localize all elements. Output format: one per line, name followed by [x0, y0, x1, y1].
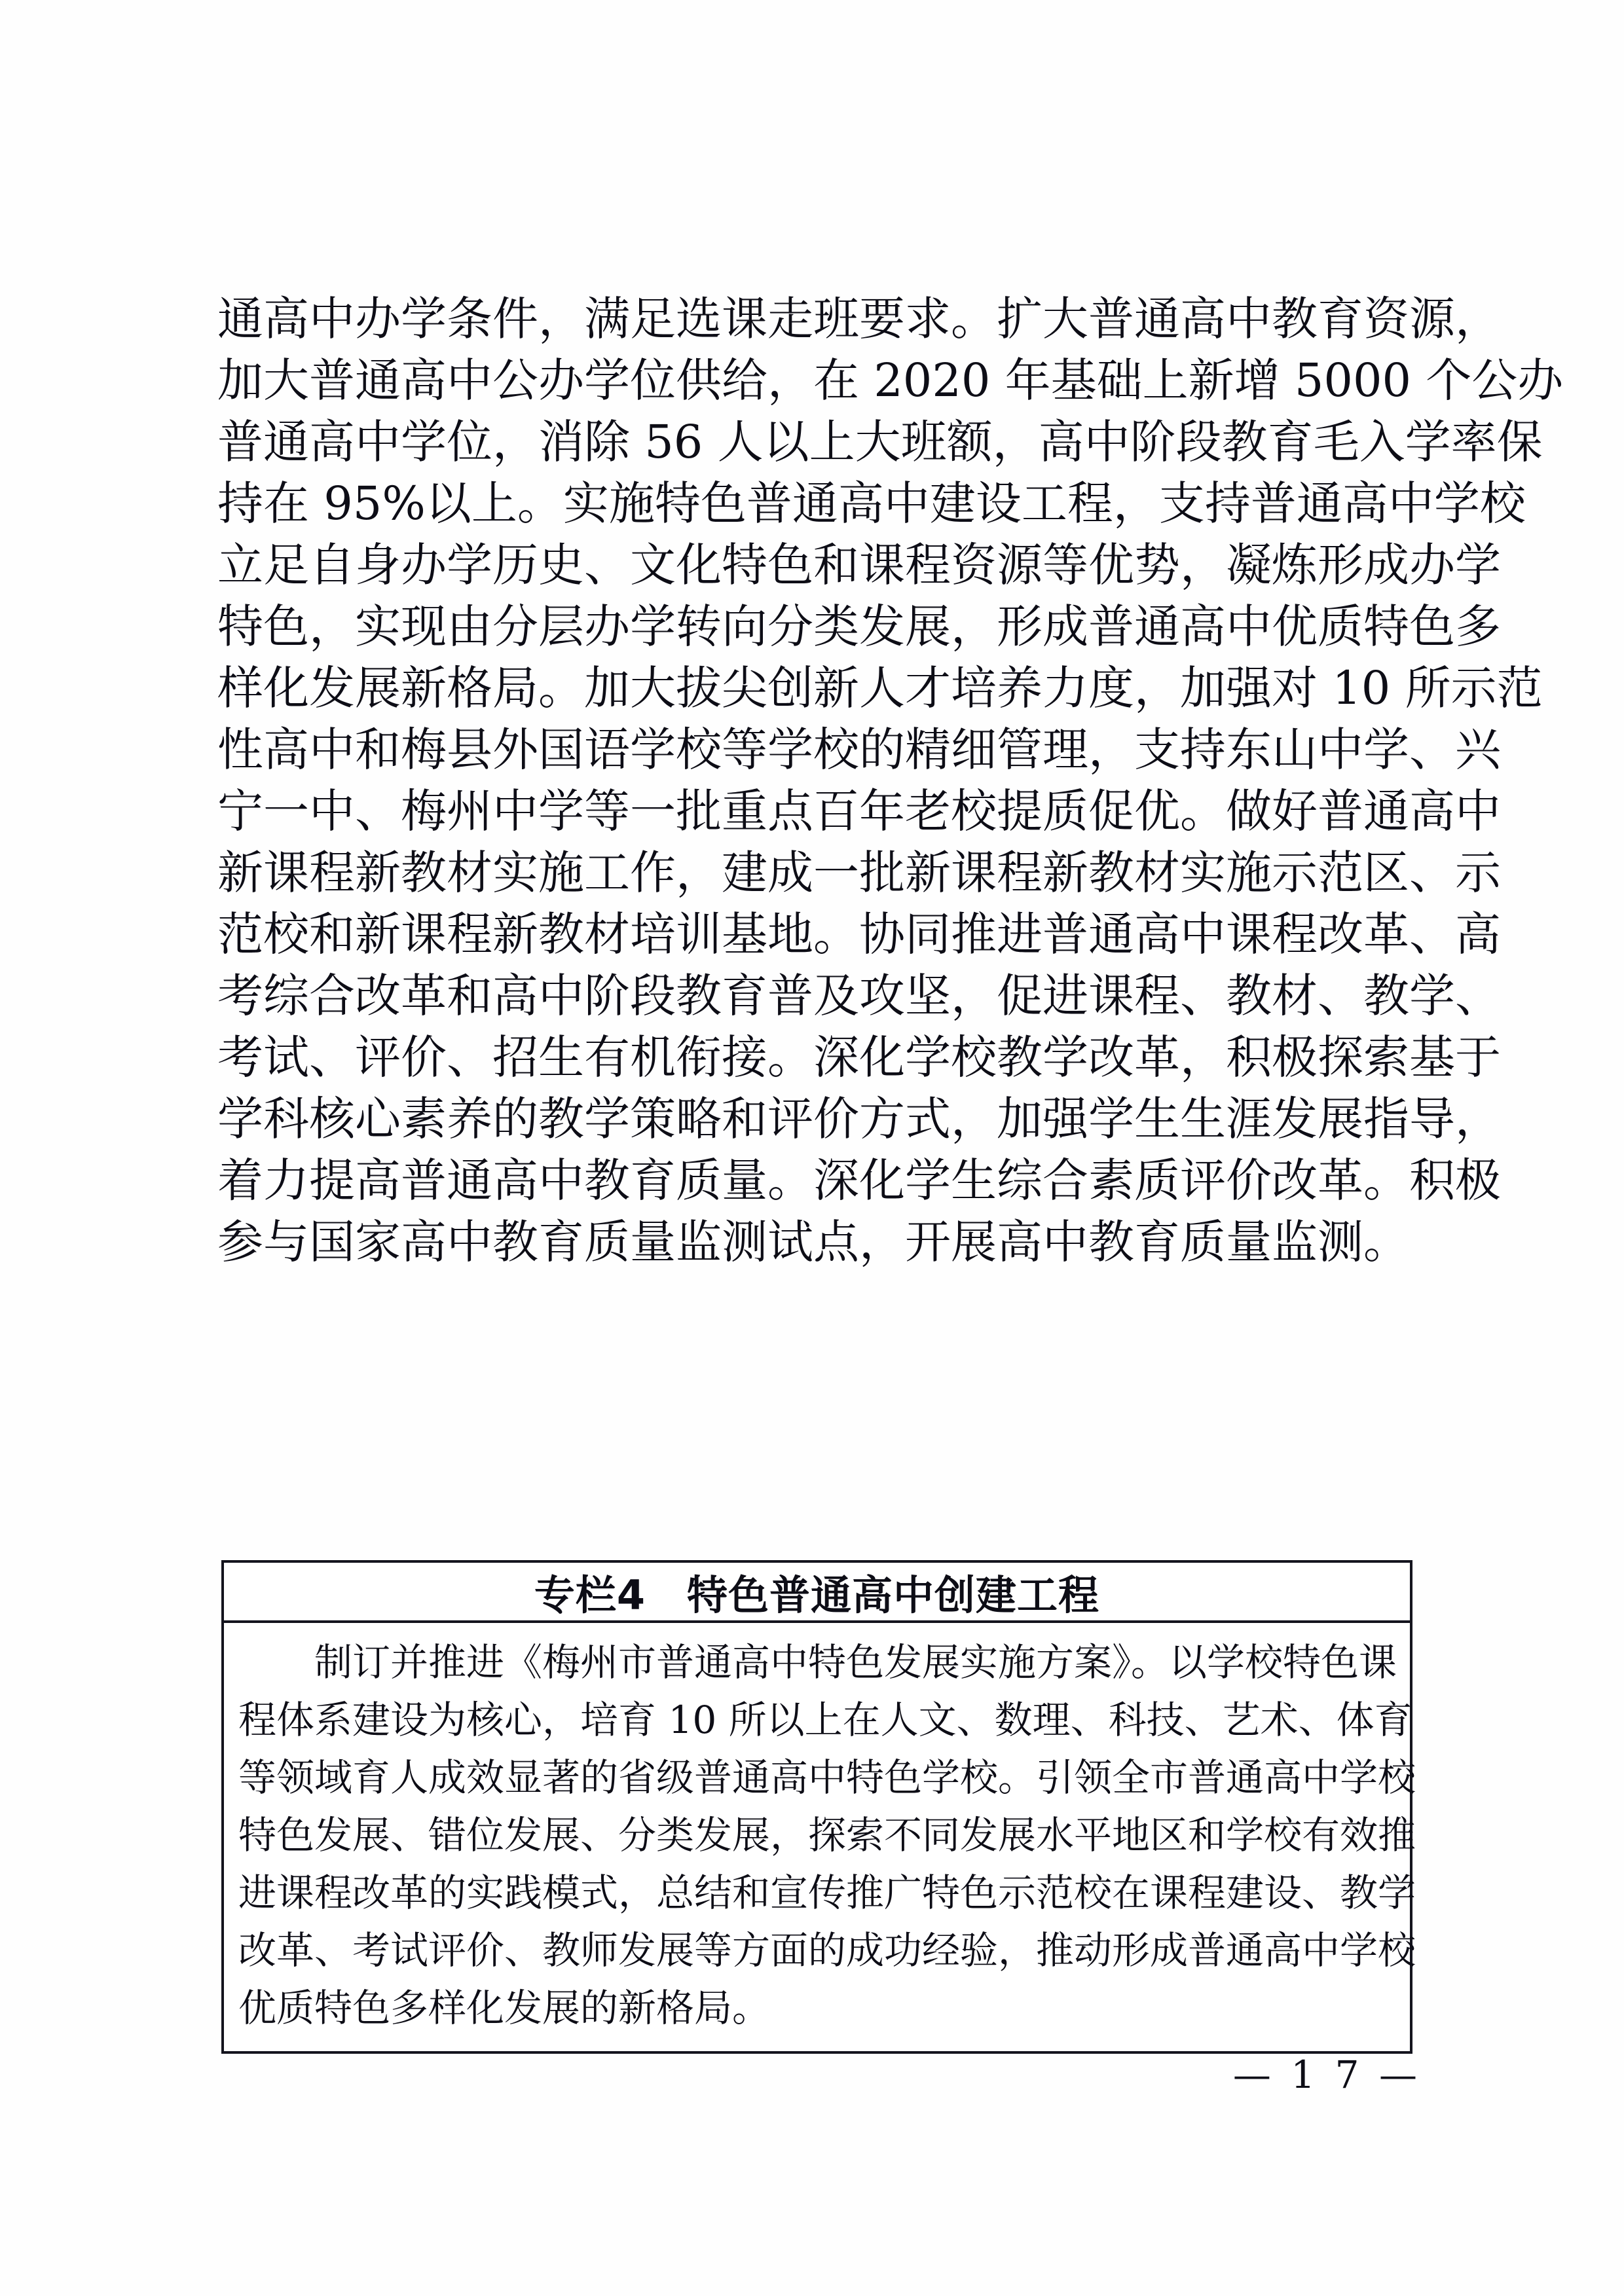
column-body-line: 程体系建设为核心，培育 10 所以上在人文、数理、科技、艺术、体育 [238, 1698, 1412, 1742]
column-body-line: 特色发展、错位发展、分类发展，探索不同发展水平地区和学校有效推 [238, 1813, 1416, 1857]
body-text-line: 考试、评价、招生有机衔接。深化学校教学改革，积极探索基于 [217, 1030, 1501, 1084]
page-number: — 1 7 — [1232, 2052, 1421, 2097]
body-text-line: 性高中和梅县外国语学校等学校的精细管理，支持东山中学、兴 [217, 723, 1501, 776]
body-text-line: 特色，实现由分层办学转向分类发展，形成普通高中优质特色多 [217, 600, 1501, 653]
column-box-header [224, 1563, 1410, 1623]
body-text-line: 持在 95%以上。实施特色普通高中建设工程，支持普通高中学校 [217, 477, 1526, 530]
body-text-line: 加大普通高中公办学位供给，在 2020 年基础上新增 5000 个公办 [217, 354, 1564, 407]
column-body-line: 等领域育人成效显著的省级普通高中特色学校。引领全市普通高中学校 [238, 1755, 1416, 1800]
body-text-line: 参与国家高中教育质量监测试点，开展高中教育质量监测。 [217, 1215, 1409, 1269]
body-text-line: 考综合改革和高中阶段教育普及攻坚，促进课程、教材、教学、 [217, 969, 1501, 1023]
body-text-line: 普通高中学位，消除 56 人以上大班额，高中阶段教育毛入学率保 [217, 415, 1543, 469]
body-text-line: 着力提高普通高中教育质量。深化学生综合素质评价改革。积极 [217, 1154, 1501, 1207]
column-box [221, 1560, 1416, 2054]
column-box-title: 专栏4 特色普通高中创建工程 [534, 1571, 1100, 1619]
column-body-line: 改革、考试评价、教师发展等方面的成功经验，推动形成普通高中学校 [238, 1928, 1416, 1973]
column-body-line: 优质特色多样化发展的新格局。 [238, 1986, 771, 2030]
body-text-line: 范校和新课程新教材培训基地。协同推进普通高中课程改革、高 [217, 907, 1501, 961]
body-text-line: 立足自身办学历史、文化特色和课程资源等优势，凝炼形成办学 [217, 538, 1501, 592]
body-paragraph [217, 288, 1564, 1273]
column-body-line: 进课程改革的实践模式，总结和宣传推广特色示范校在课程建设、教学 [238, 1870, 1416, 1915]
body-text-line: 样化发展新格局。加大拔尖创新人才培养力度，加强对 10 所示范 [217, 661, 1543, 715]
column-body-line: 制订并推进《梅州市普通高中特色发展实施方案》。以学校特色课 [238, 1640, 1397, 1685]
body-text-line: 宁一中、梅州中学等一批重点百年老校提质促优。做好普通高中 [217, 784, 1501, 838]
column-box-body [224, 1623, 1416, 2051]
body-text-line: 新课程新教材实施工作，建成一批新课程新教材实施示范区、示 [217, 846, 1501, 900]
body-text-line: 学科核心素养的教学策略和评价方式，加强学生生涯发展指导， [217, 1092, 1501, 1146]
body-text-line: 通高中办学条件，满足选课走班要求。扩大普通高中教育资源， [217, 292, 1501, 346]
